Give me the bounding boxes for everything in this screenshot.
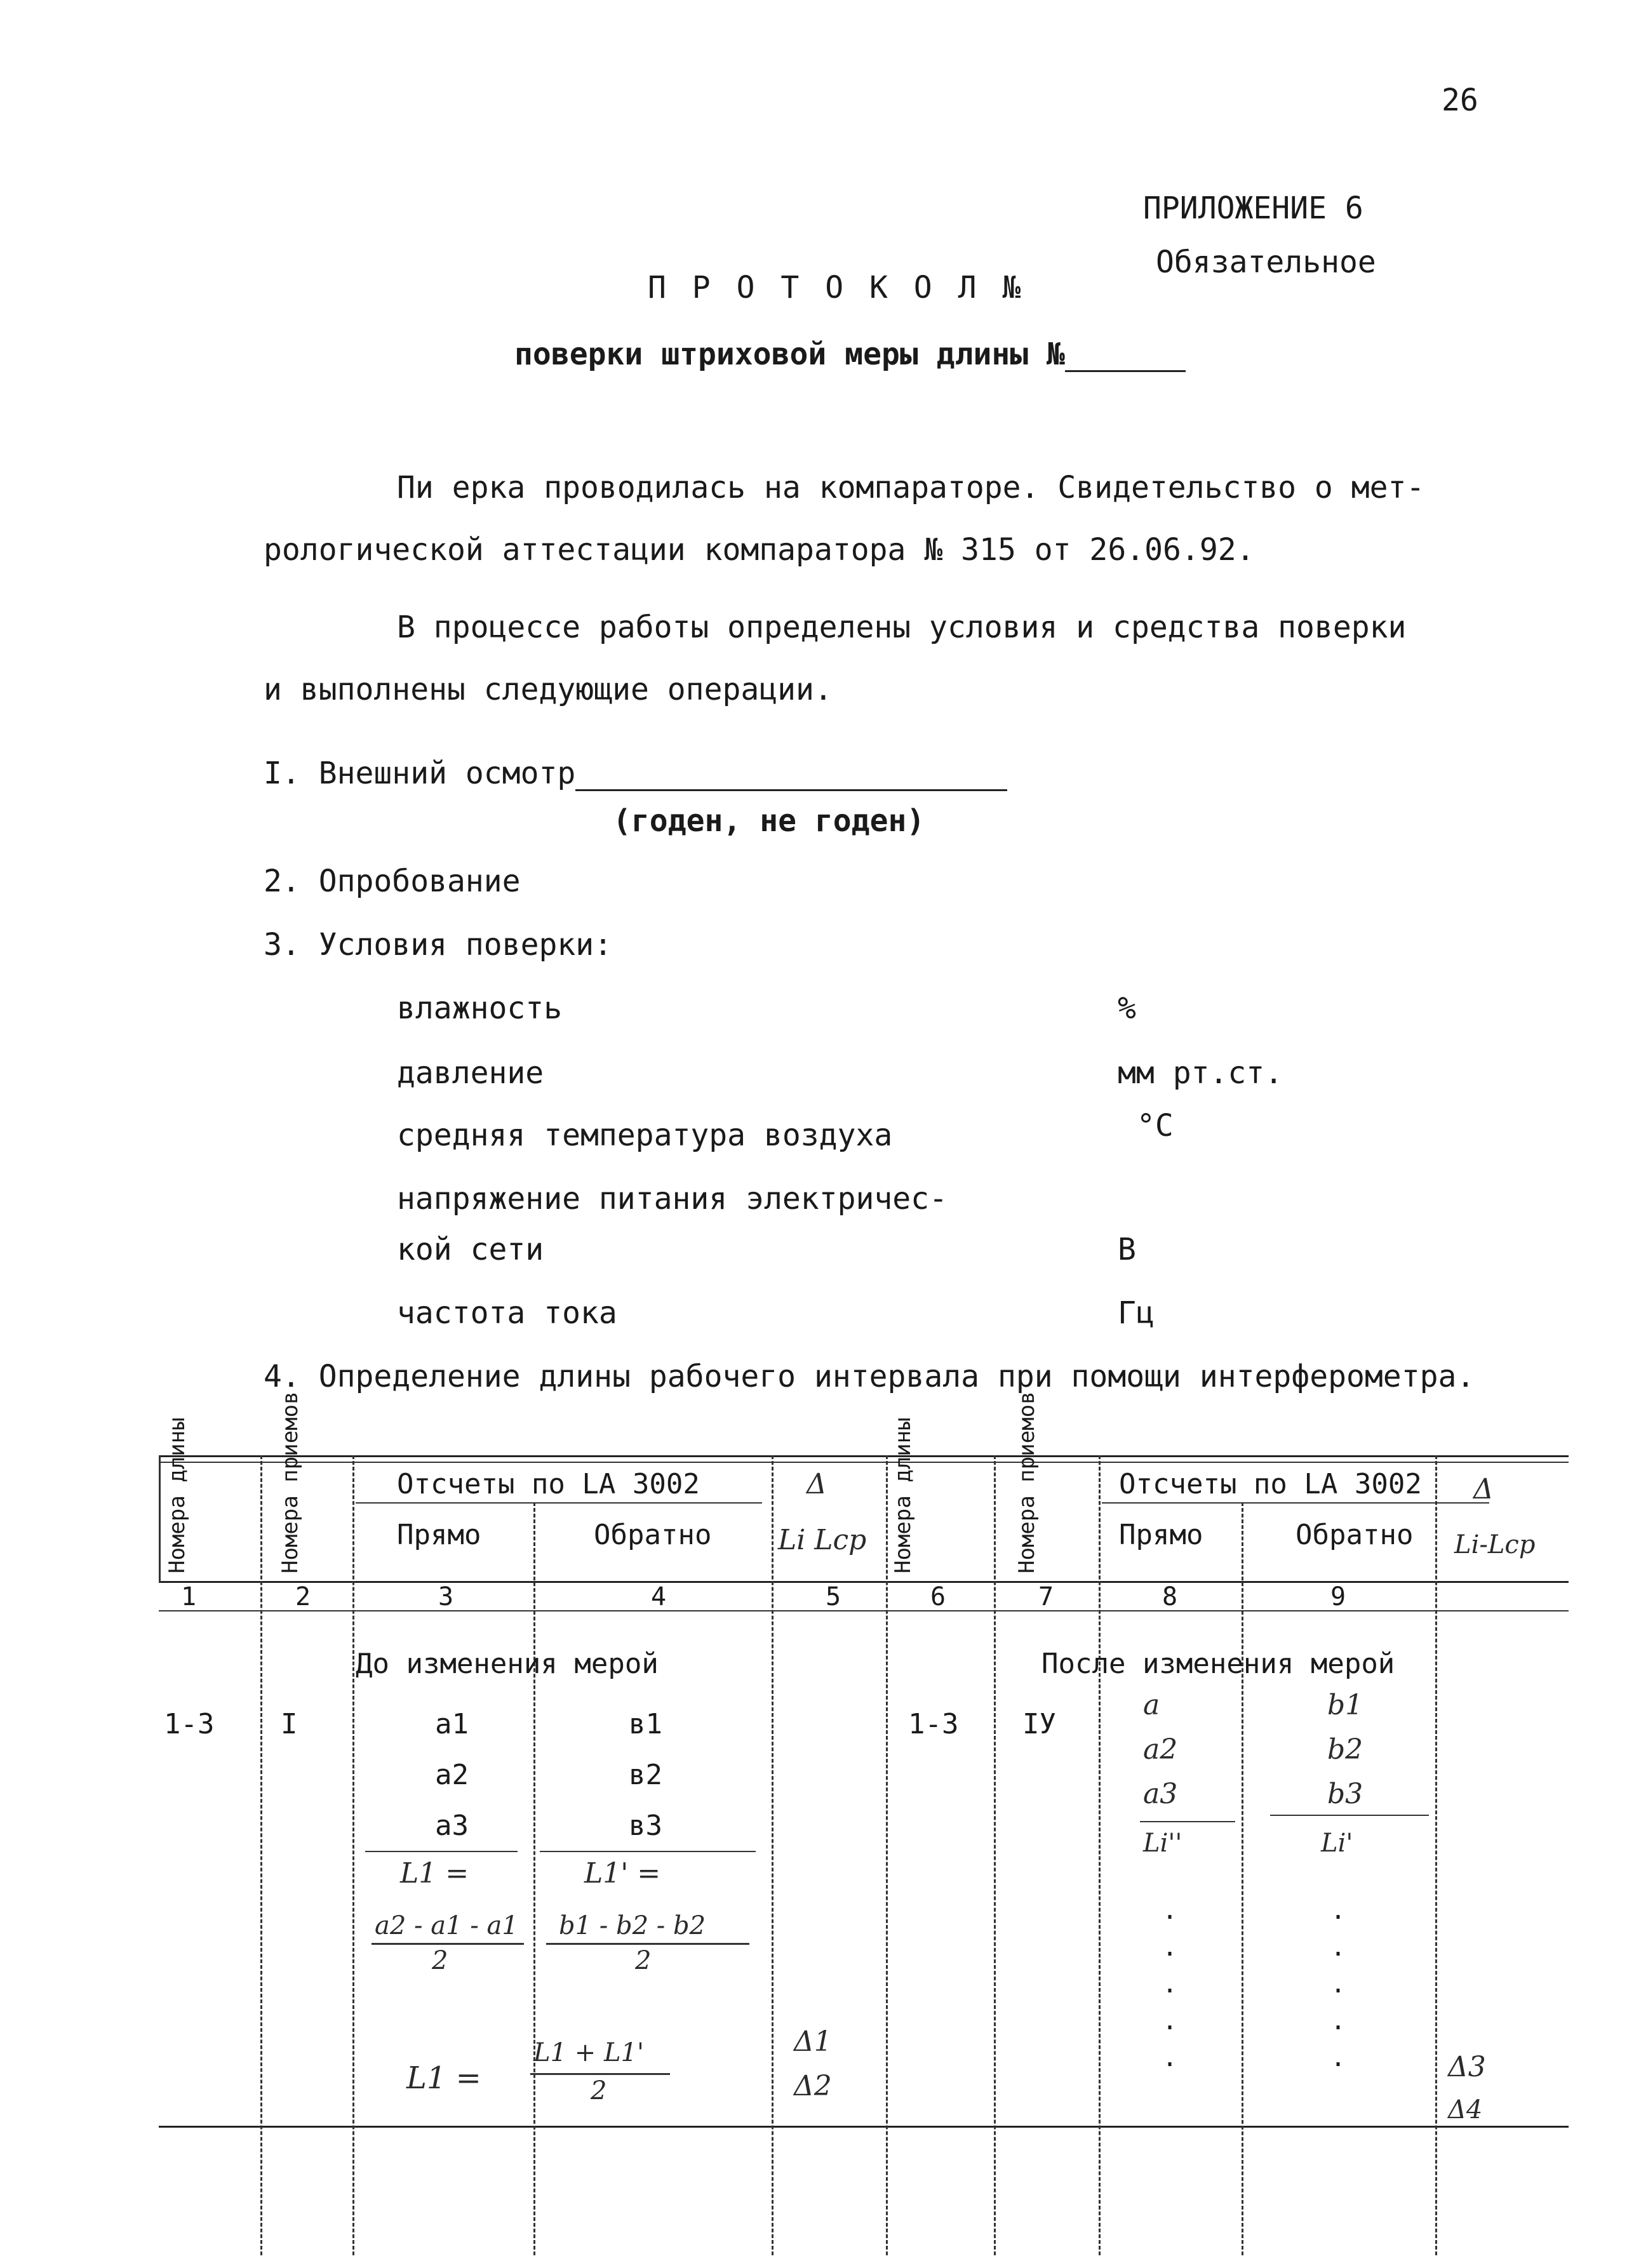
condition-voltage-unit: В (1118, 1232, 1136, 1267)
table-top-line-2 (159, 1462, 1569, 1463)
header-bottom-line (159, 1581, 1569, 1583)
header-divider-right (1102, 1502, 1489, 1504)
header-readings-left: Отсчеты по LA 3002 (397, 1468, 700, 1500)
hand-a-right-3: a3 (1143, 1778, 1178, 1810)
vline-6 (994, 1455, 996, 2255)
paragraph-2-line-2: и выполнены следующие операции. (264, 672, 833, 707)
condition-pressure-label: давление (397, 1055, 544, 1091)
hand-Li-right-b: Li' (1321, 1829, 1353, 1858)
hand-delta-1: Δ1 (794, 2025, 832, 2058)
hand-L-prime: L1' = (584, 1857, 661, 1890)
header-delta-left: Δ (807, 1468, 827, 1500)
condition-frequency-unit: Гц (1118, 1295, 1155, 1331)
header-reverse-right: Обратно (1296, 1519, 1414, 1551)
paragraph-2-line-1: В процессе работы определены условия и средства поверки (397, 610, 1407, 645)
condition-voltage-label-2: кой сети (397, 1232, 544, 1267)
a-value-1: a1 (435, 1708, 469, 1740)
header-col1-right: Номера длины (890, 1417, 916, 1573)
condition-temperature-label: средняя температура воздуха (397, 1117, 893, 1153)
hand-Li-right-a: Li'' (1143, 1829, 1182, 1858)
sum-line-a (365, 1851, 518, 1852)
hand-L-final-bar (530, 2073, 670, 2075)
b-value-2: в2 (629, 1759, 662, 1791)
doc-subtitle-text: поверки штриховой меры длины № (514, 337, 1065, 372)
continuation-dots-a: . . . . . (1162, 1896, 1178, 2072)
row-length-left: 1-3 (164, 1708, 215, 1740)
before-label: До изменения мерой (356, 1648, 659, 1680)
appendix-subtitle: Обязательное (1156, 244, 1376, 280)
hand-b-right-2: b2 (1327, 1733, 1363, 1766)
item-2: 2. Опробование (264, 864, 521, 899)
row-reception-left: I (281, 1708, 298, 1740)
hand-L-final-den: 2 (591, 2076, 607, 2105)
header-reverse-left: Обратно (594, 1519, 712, 1551)
col-number-5: 5 (826, 1582, 841, 1611)
b-value-3: в3 (629, 1810, 662, 1842)
vline-7 (1099, 1455, 1101, 2255)
condition-humidity-label: влажность (397, 991, 563, 1026)
hand-delta-3: Δ3 (1448, 2051, 1486, 2083)
doc-title: П Р О Т О К О Л № (648, 270, 1025, 305)
hand-frac-a-bar (372, 1943, 524, 1945)
header-col1-left: Номера длины (164, 1417, 190, 1573)
condition-pressure-unit: мм рт.ст. (1118, 1055, 1283, 1091)
row-reception-right: IУ (1022, 1708, 1056, 1740)
col-number-8: 8 (1162, 1582, 1178, 1611)
page-number: 26 (1442, 83, 1478, 118)
header-direct-left: Прямо (397, 1519, 481, 1551)
vline-1 (260, 1455, 262, 2255)
vline-8 (1242, 1502, 1243, 2255)
item-1-label: I. Внешний осмотр (264, 756, 576, 791)
header-col2-right: Номера приемов (1014, 1391, 1040, 1573)
continuation-dots-b: . . . . . (1330, 1896, 1346, 2072)
table-top-line (159, 1455, 1569, 1457)
condition-frequency-label: частота тока (397, 1295, 617, 1331)
hand-a-right-1: a (1143, 1689, 1160, 1721)
col-number-2: 2 (295, 1582, 311, 1611)
hand-b-right-1: b1 (1327, 1689, 1363, 1721)
item-4: 4. Определение длины рабочего интервала при помощи интерферометра. (264, 1359, 1475, 1394)
sum-line-b-right (1270, 1815, 1429, 1816)
hand-delta-2: Δ2 (794, 2070, 832, 2102)
hand-frac-b-num: b1 - b2 - b2 (559, 1911, 706, 1940)
table-bottom-line (159, 2126, 1569, 2128)
hand-frac-b-den: 2 (635, 1946, 652, 1975)
hand-frac-b-bar (546, 1943, 749, 1945)
header-col2-left: Номера приемов (278, 1391, 303, 1573)
vline-2 (352, 1455, 354, 2255)
header-readings-right: Отсчеты по LA 3002 (1119, 1468, 1422, 1500)
vline-3 (533, 1502, 535, 2255)
vline-4 (772, 1455, 773, 2255)
hand-L-final: L1 = (406, 2060, 481, 2096)
col-number-6: 6 (930, 1582, 946, 1611)
header-divider-left (356, 1502, 762, 1504)
hand-a-right-2: a2 (1143, 1733, 1178, 1766)
a-value-2: a2 (435, 1759, 469, 1791)
item-1-blank (575, 764, 1007, 791)
header-direct-right: Прямо (1119, 1519, 1203, 1551)
col-number-3: 3 (438, 1582, 454, 1611)
doc-subtitle (514, 337, 1186, 372)
hand-L-final-num: L1 + L1' (533, 2038, 644, 2067)
number-blank (1065, 345, 1186, 372)
header-delta-formula-left: Li Lср (778, 1524, 867, 1556)
header-delta-right: Δ (1473, 1473, 1494, 1505)
a-value-3: a3 (435, 1810, 469, 1842)
item-1 (264, 756, 1007, 791)
vline-0 (159, 1455, 161, 1582)
header-delta-formula-right: Li-Lср (1454, 1530, 1536, 1559)
hand-frac-a-den: 2 (432, 1946, 448, 1975)
col-number-9: 9 (1330, 1582, 1346, 1611)
vline-5 (886, 1455, 888, 2255)
condition-humidity-unit: % (1118, 991, 1136, 1026)
condition-temperature-unit: °С (1137, 1108, 1174, 1144)
vline-9 (1435, 1455, 1437, 2255)
sum-line-a-right (1140, 1821, 1235, 1822)
col-number-1: 1 (181, 1582, 197, 1611)
paragraph-1-line-1: Пи ерка проводилась на компараторе. Свидетельство о мет- (397, 470, 1425, 505)
condition-voltage-label: напряжение питания электричес- (397, 1181, 948, 1217)
hand-delta-4: Δ4 (1448, 2095, 1483, 2125)
b-value-1: в1 (629, 1708, 662, 1740)
column-numbers-line (159, 1610, 1569, 1611)
paragraph-1-line-2: рологической аттестации компаратора № 315 от 26.06.92. (264, 532, 1255, 568)
hand-L-left: L1 = (400, 1857, 469, 1890)
col-number-4: 4 (651, 1582, 667, 1611)
hand-frac-a-num: a2 - a1 - a1 (375, 1911, 518, 1940)
row-length-right: 1-3 (908, 1708, 959, 1740)
item-3: 3. Условия поверки: (264, 927, 613, 963)
col-number-7: 7 (1038, 1582, 1054, 1611)
after-label: После изменения мерой (1041, 1648, 1395, 1680)
hand-b-right-3: b3 (1327, 1778, 1363, 1810)
item-1-note: (годен, не годен) (613, 803, 925, 839)
appendix-title: ПРИЛОЖЕНИЕ 6 (1143, 190, 1363, 226)
sum-line-b (540, 1851, 756, 1852)
